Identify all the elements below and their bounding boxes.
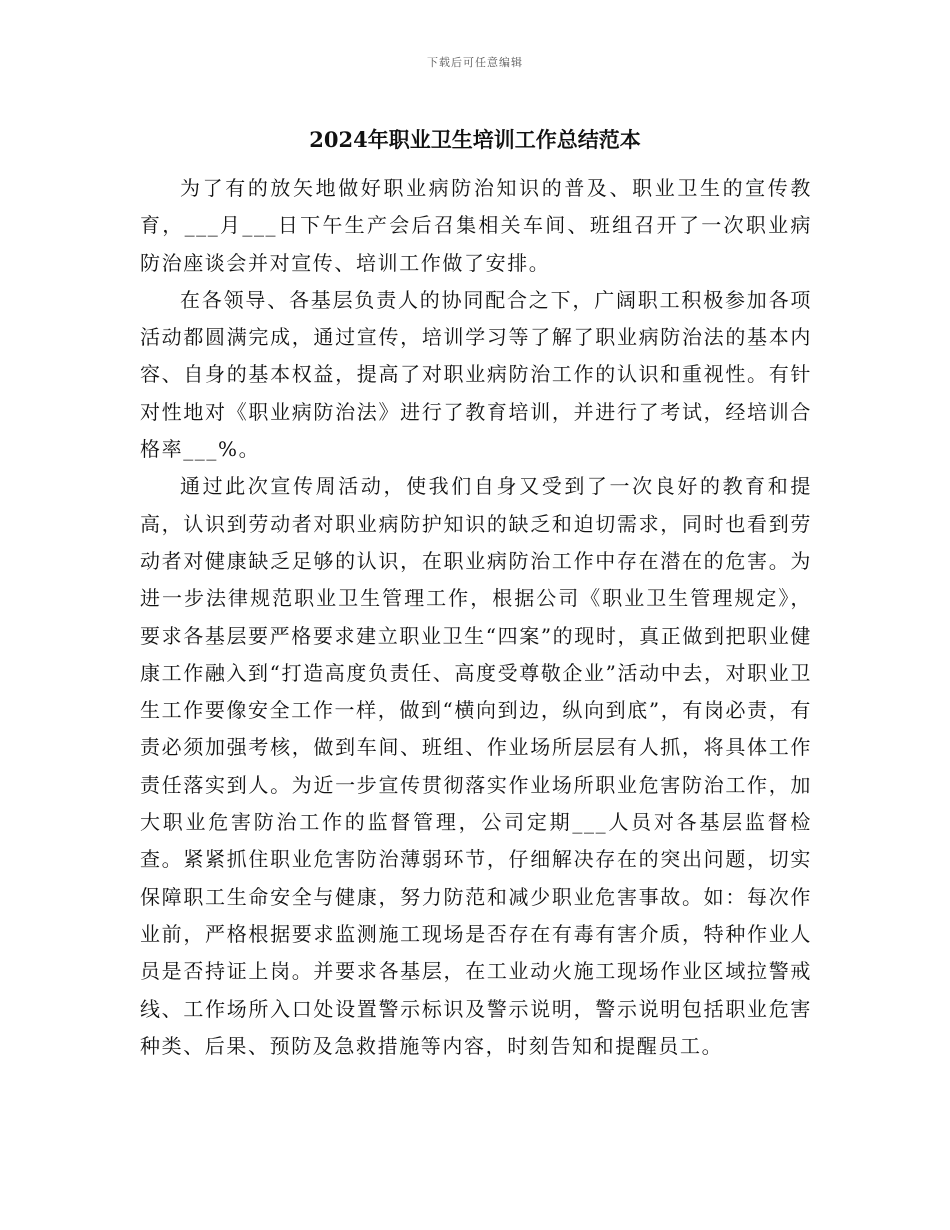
paragraph-1: 为了有的放矢地做好职业病防治知识的普及、职业卫生的宣传教育，___月___日下午生产会后召集相关车间、班组召开了一次职业病防治座谈会并对宣传、培训工作做了安排。 [140,176,812,275]
page-header-note: 下载后可任意编辑 [427,56,523,69]
document-body [140,170,812,1065]
document-title: 2024年职业卫生培训工作总结范本 [309,127,641,152]
paragraph-3: 通过此次宣传周活动，使我们自身又受到了一次良好的教育和提高，认识到劳动者对职业病防护知识的缺乏和迫切需求，同时也看到劳动者对健康缺乏足够的认识，在职业病防治工作中存在潜在的危害。为进一步法律规范职业卫生管理工作，根据公司《职业卫生管理规定》，要求各基层要严格要求建立职业卫生“四案”的现时，真正做到把职业健康工作融入到“打造高度负责任、高度受尊敬企业”活动中去，对职业卫生工作要像安全工作一样，做到“横向到边，纵向到底”，有岗必责，有责必须加强考核，做到车间、班组、作业场所层层有人抓，将具体工作责任落实到人。为近一步宣传贯彻落实作业场所职业危害防治工作，加大职业危害防治工作的监督管理，公司定期___人员对各基层监督检查。紧紧抓住职业危害防治薄弱环节，仔细解决存在的突出问题，切实保障职工生命安全与健康，努力防范和减少职业危害事故。如：每次作业前，严格根据要求监测施工现场是否存在有毒有害介质，特种作业人员是否持证上岗。并要求各基层，在工业动火施工现场作业区域拉警戒线、工作场所入口处设置警示标识及警示说明，警示说明包括职业危害种类、后果、预防及急救措施等内容，时刻告知和提醒员工。 [140,474,812,1058]
paragraph-2: 在各领导、各基层负责人的协同配合之下，广阔职工积极参加各项活动都圆满完成，通过宣传，培训学习等了解了职业病防治法的基本内容、自身的基本权益，提高了对职业病防治工作的认识和重视性。有针对性地对《职业病防治法》进行了教育培训，并进行了考试，经培训合格率___%。 [140,287,812,462]
